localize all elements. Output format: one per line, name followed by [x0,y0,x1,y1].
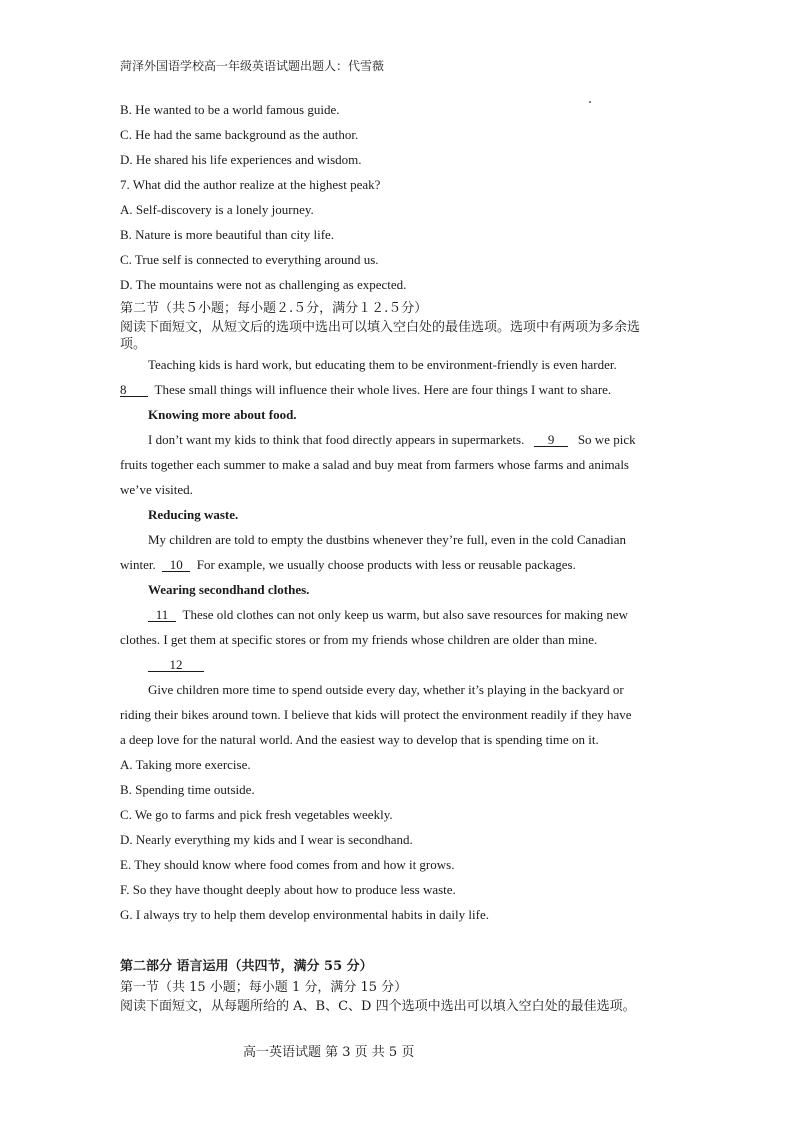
passage-p1: Teaching kids is hard work, but educating them to be environment-friendly is even harder. [148,357,617,372]
passage-p3b: winter. [120,557,156,572]
q7-option-d: D. The mountains were not as challenging as expected. [120,277,407,292]
passage-p2b: So we pick [577,432,636,447]
q7-option-b: B. Nature is more beautiful than city life. [120,227,335,242]
passage-p3a: My children are told to empty the dustbins whenever they’re full, even in the cold Canadian [148,532,626,547]
option-c: C. We go to farms and pick fresh vegetables weekly. [120,807,393,822]
passage-line-blank11 [148,607,628,623]
passage-p2c: fruits together each summer to make a salad and buy meat from farmers whose farms and animals [120,457,629,472]
passage-p5c: a deep love for the natural world. And the easiest way to develop that is spending time on it. [120,732,599,747]
page-header: 菏泽外国语学校高一年级英语试题出题人：代雪薇 [120,59,385,73]
q6-option-b: B. He wanted to be a world famous guide. [120,102,340,117]
section2-instruction-2: 项。 [120,337,147,352]
blank-10: 10 [162,558,190,572]
heading-clothes: Wearing secondhand clothes. [148,582,310,597]
option-d: D. Nearly everything my kids and I wear is secondhand. [120,832,413,847]
passage-line-blank10 [120,557,576,573]
passage-p5a: Give children more time to spend outside every day, whether it’s playing in the backyard or [148,682,624,697]
passage-p4b: clothes. I get them at specific stores or from my friends whose children are older than mine. [120,632,598,647]
option-f: F. So they have thought deeply about how to produce less waste. [120,882,456,897]
heading-waste: Reducing waste. [148,507,239,522]
passage-p4a: These old clothes can not only keep us warm, but also save resources for making new [182,607,628,622]
option-b: B. Spending time outside. [120,782,255,797]
part2-section1-title: 第一节（共 15 小题；每小题 1 分，满分 15 分） [120,980,408,995]
q6-option-d: D. He shared his life experiences and wisdom. [120,152,362,167]
q7-stem: 7. What did the author realize at the highest peak? [120,177,381,192]
passage-p2a: I don’t want my kids to think that food directly appears in supermarkets. [148,432,525,447]
option-a: A. Taking more exercise. [120,757,251,772]
section2-instruction-1: 阅读下面短文，从短文后的选项中选出可以填入空白处的最佳选项。选项中有两项为多余选 [120,320,641,335]
heading-food: Knowing more about food. [148,407,297,422]
option-g: G. I always try to help them develop environmental habits in daily life. [120,907,489,922]
q7-option-c: C. True self is connected to everything around us. [120,252,379,267]
blank-11: 11 [148,608,176,622]
option-e: E. They should know where food comes from and how it grows. [120,857,455,872]
passage-p2d: we’ve visited. [120,482,193,497]
q6-option-c: C. He had the same background as the author. [120,127,359,142]
part2-instruction: 阅读下面短文，从每题所给的 A、B、C、D 四个选项中选出可以填入空白处的最佳选项。 [120,999,636,1014]
passage-p3c: For example, we usually choose products with less or reusable packages. [196,557,576,572]
blank-8: 8 [120,383,148,397]
scan-dot [589,101,591,103]
passage-line-blank9 [148,432,636,448]
passage-line-blank12 [148,657,204,673]
passage-p1b: These small things will influence their whole lives. Here are four things I want to share. [154,382,612,397]
q7-option-a: A. Self-discovery is a lonely journey. [120,202,314,217]
part2-title: 第二部分 语言运用（共四节，满分 55 分） [120,959,373,974]
section2-title: 第二节（共５小题；每小题２.５分，满分１２.５分） [120,301,428,316]
blank-9: 9 [534,433,568,447]
passage-p5b: riding their bikes around town. I believe that kids will protect the environment readily if they have [120,707,632,722]
blank-12: 12 [148,658,204,672]
passage-line-blank8 [120,382,611,398]
page-footer: 高一英语试题 第 3 页 共 5 页 [243,1045,415,1060]
